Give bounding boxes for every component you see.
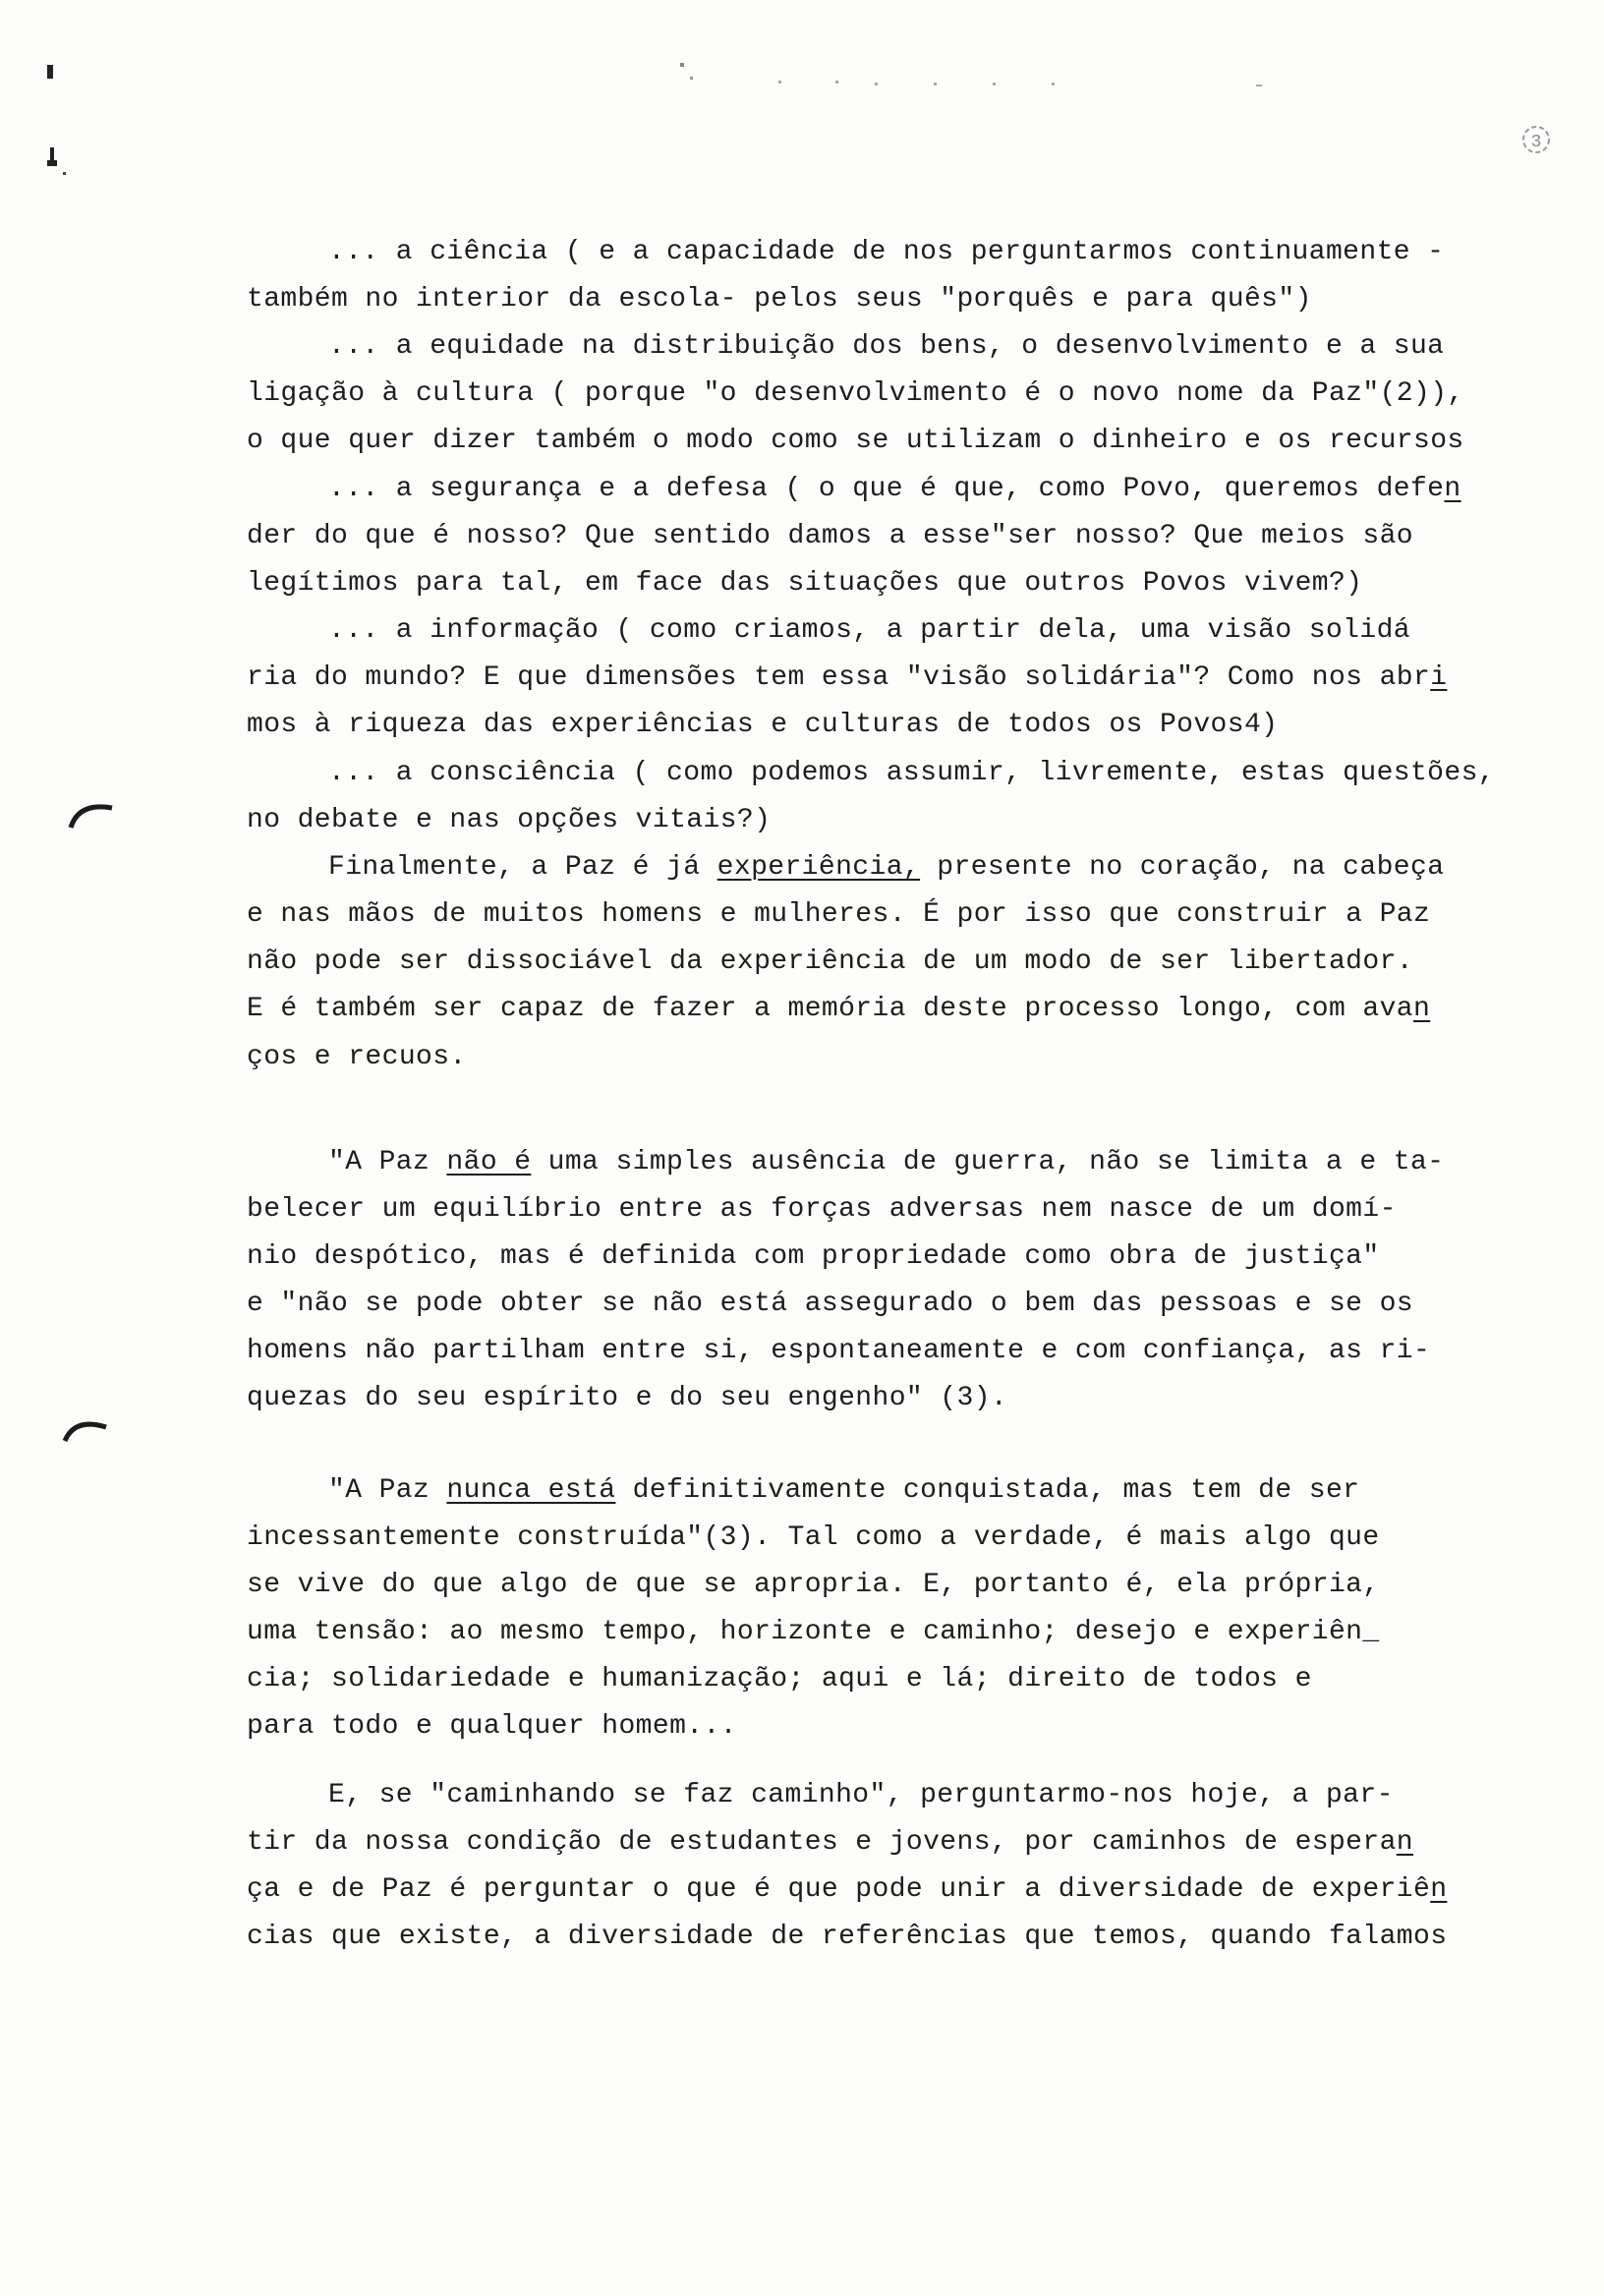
text-line xyxy=(247,1826,1413,1860)
text-run: "A Paz xyxy=(328,1475,447,1506)
text-line: para todo e qualquer homem... xyxy=(247,1711,737,1742)
text-line: não pode ser dissociável da experiência de um modo de ser libertador. xyxy=(247,947,1413,977)
underlined-run: nunca está xyxy=(446,1475,616,1506)
text-run: uma simples ausência de guerra, não se limita a e ta- xyxy=(531,1147,1445,1177)
underlined-run: n xyxy=(1413,994,1431,1024)
binder-hole-mark-top xyxy=(39,59,69,187)
underlined-run: n xyxy=(1444,474,1461,504)
text-line: quezas do seu espírito e do seu engenho" (3). xyxy=(247,1383,1008,1413)
text-line: se vive do que algo de que se apropria. E, portanto é, ela própria, xyxy=(247,1570,1380,1600)
page-number-circle xyxy=(1518,120,1554,159)
text-line: ... a equidade na distribuição dos bens, o desenvolvimento e a sua xyxy=(328,331,1445,362)
text-run: ... a segurança e a defesa ( o que é que, como Povo, queremos defe xyxy=(328,474,1445,504)
underlined-run: experiência, xyxy=(716,852,921,883)
text-run: definitivamente conquistada, mas tem de ser xyxy=(615,1475,1360,1506)
text-run: "A Paz xyxy=(328,1147,447,1177)
text-line: também no interior da escola- pelos seus "porquês e para quês") xyxy=(247,284,1312,315)
text-run: ça e de Paz é perguntar o que é que pode unir a diversidade de experiê xyxy=(247,1874,1431,1905)
text-run: E é também ser capaz de fazer a memória deste processo longo, com ava xyxy=(247,994,1413,1024)
underlined-run: i xyxy=(1430,662,1448,693)
text-line: ... a ciência ( e a capacidade de nos perguntarmos continuamente - xyxy=(328,237,1445,267)
text-line xyxy=(328,851,1444,885)
text-line xyxy=(247,1873,1447,1907)
text-line: mos à riqueza das experiências e culturas de todos os Povos4) xyxy=(247,710,1279,740)
text-run: ria do mundo? E que dimensões tem essa "visão solidária"? Como nos abr xyxy=(247,662,1431,693)
text-line: incessantemente construída"(3). Tal como a verdade, é mais algo que xyxy=(247,1522,1380,1553)
text-line: nio despótico, mas é definida com propriedade como obra de justiça" xyxy=(247,1241,1380,1272)
text-line: no debate e nas opções vitais?) xyxy=(247,805,772,835)
page-number-mark: 3 xyxy=(1530,133,1542,152)
text-run: tir da nossa condição de estudantes e jovens, por caminhos de espera xyxy=(247,1827,1397,1858)
text-line: der do que é nosso? Que sentido damos a esse"ser nosso? Que meios são xyxy=(247,521,1413,551)
text-line xyxy=(247,661,1447,695)
text-line: ... a consciência ( como podemos assumir, livremente, estas questões, xyxy=(328,758,1495,788)
text-line: ... a informação ( como criamos, a partir dela, uma visão solidá xyxy=(328,615,1410,646)
underlined-run: n xyxy=(1396,1827,1413,1858)
text-line: e nas mãos de muitos homens e mulheres. É por isso que construir a Paz xyxy=(247,899,1431,930)
text-line: homens não partilham entre si, espontaneamente e com confiança, as ri- xyxy=(247,1336,1431,1366)
underlined-run: não é xyxy=(446,1147,532,1177)
text-line xyxy=(328,1474,1359,1508)
text-run: Finalmente, a Paz é já xyxy=(328,852,717,883)
text-run: presente no coração, na cabeça xyxy=(920,852,1445,883)
scan-dots-top xyxy=(668,59,1278,98)
text-line: legítimos para tal, em face das situações que outros Povos vivem?) xyxy=(247,568,1363,599)
text-line xyxy=(328,1146,1444,1179)
text-line xyxy=(328,473,1461,506)
text-line: e "não se pode obter se não está assegurado o bem das pessoas e se os xyxy=(247,1289,1413,1319)
text-line: ligação à cultura ( porque "o desenvolvimento é o novo nome da Paz"(2)), xyxy=(247,378,1464,409)
text-line xyxy=(247,993,1430,1026)
underlined-run: n xyxy=(1430,1874,1448,1905)
text-line: uma tensão: ao mesmo tempo, horizonte e caminho; desejo e experiên_ xyxy=(247,1617,1380,1647)
punch-hole-arc-lower xyxy=(61,1409,112,1449)
text-line: cia; solidariedade e humanização; aqui e lá; direito de todos e xyxy=(247,1664,1312,1694)
text-line: belecer um equilíbrio entre as forças adversas nem nasce de um domí- xyxy=(247,1194,1397,1225)
text-line: o que quer dizer também o modo como se utilizam o dinheiro e os recursos xyxy=(247,426,1464,456)
text-line: E, se "caminhando se faz caminho", perguntarmo-nos hoje, a par- xyxy=(328,1780,1394,1810)
text-line: cias que existe, a diversidade de referências que temos, quando falamos xyxy=(247,1922,1448,1952)
punch-hole-arc-upper xyxy=(67,794,118,833)
text-line: ços e recuos. xyxy=(247,1042,467,1072)
